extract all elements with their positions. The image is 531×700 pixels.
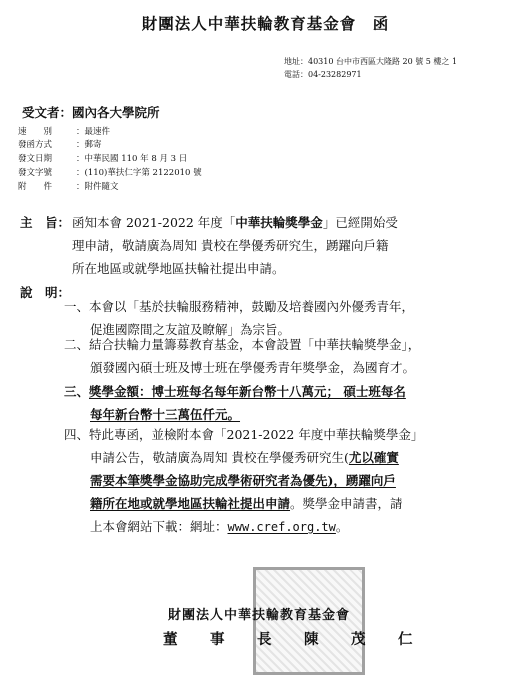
document-title: 財團法人中華扶輪教育基金會 函 [141,14,390,33]
meta-row-date [18,152,187,164]
meta-label: 速 別 [18,127,53,137]
item-text: 申請公告，敬請廣為周知 貴校在學優秀研究生( [90,450,349,465]
apply-instruction: 籍所在地或就學地區扶輪社提出申請 [90,496,291,511]
meta-value: ：(110)華扶仁字第 2122010 號 [76,168,202,178]
explanation-item-1-cont: 促進國際間之友誼及瞭解」為宗旨。 [90,322,291,337]
explanation-item-4-cont [90,517,348,535]
explanation-item-4-cont [90,448,399,466]
meta-row-attachment [18,180,119,192]
explanation-item-2: 二、結合扶輪力量籌募教育基金，本會設置「中華扶輪獎學金」， [64,337,421,352]
explanation-item-1: 一、本會以「基於扶輪服務精神，鼓勵及培養國內外優秀青年， [64,299,415,314]
sender-phone: 電話：04-23282971 [284,70,362,79]
item-number: 三、 [64,384,90,399]
meta-value: ：郵寄 [76,140,102,150]
website-link[interactable]: www.cref.org.tw [227,520,336,534]
recipient: 受文者：國內各大學院所 [22,105,160,120]
subject-line: 所在地區或就學地區扶輪社提出申請。 [72,261,285,276]
meta-label: 發文日期 [18,154,53,164]
explanation-item-4-cont [90,494,403,512]
meta-value: ：附件隨文 [76,182,119,192]
item-text: 上本會網站下載：網址： [90,519,228,534]
subject-line [72,213,398,231]
signature-organization: 財團法人中華扶輪教育基金會 [168,608,351,623]
explanation-label: 說 明： [20,285,71,300]
explanation-item-4: 四、特此專函，並檢附本會「2021-2022 年度中華扶輪獎學金」 [64,427,424,442]
subject-text: 函知本會 2021-2022 年度「 [72,215,236,230]
subject-text: 」已經開始受 [322,215,398,230]
subject-label: 主 旨： [20,215,71,230]
meta-label: 附 件 [18,182,53,192]
meta-row-number [18,166,202,178]
meta-value: ：最速件 [76,127,111,137]
meta-row-method [18,138,102,150]
subject-line: 理申請，敬請廣為周知 貴校在學優秀研究生，踴躍向戶籍 [72,238,389,253]
explanation-item-3-cont [90,405,240,423]
explanation-item-3 [64,382,406,400]
priority-text: 尤以確實 [348,450,399,465]
award-amount-text: 每年新台幣十三萬伍仟元。 [90,407,241,422]
meta-value: ：中華民國 110 年 8 月 3 日 [76,154,188,164]
meta-row-speed [18,125,110,137]
item-text: 。 [335,519,349,534]
meta-label: 發函方式 [18,140,53,150]
scholarship-name: 中華扶輪獎學金 [235,215,323,230]
sender-address: 地址：40310 台中市西區大隆路 20 號 5 樓之 1 [284,57,458,66]
award-amount-text: 獎學金額：博士班每名每年新台幣十八萬元； 碩士班每名 [89,384,406,399]
signature-chairman: 董 事 長 陳 茂 仁 [163,631,422,648]
item-text: 。獎學金申請書，請 [290,496,403,511]
meta-label: 發文字號 [18,168,53,178]
explanation-item-2-cont: 頒發國內碩士班及博士班在學優秀青年獎學金，為國育才。 [90,360,416,375]
explanation-item-4-cont: 需要本筆獎學金協助完成學術研究者為優先)，踴躍向戶 [90,473,396,488]
